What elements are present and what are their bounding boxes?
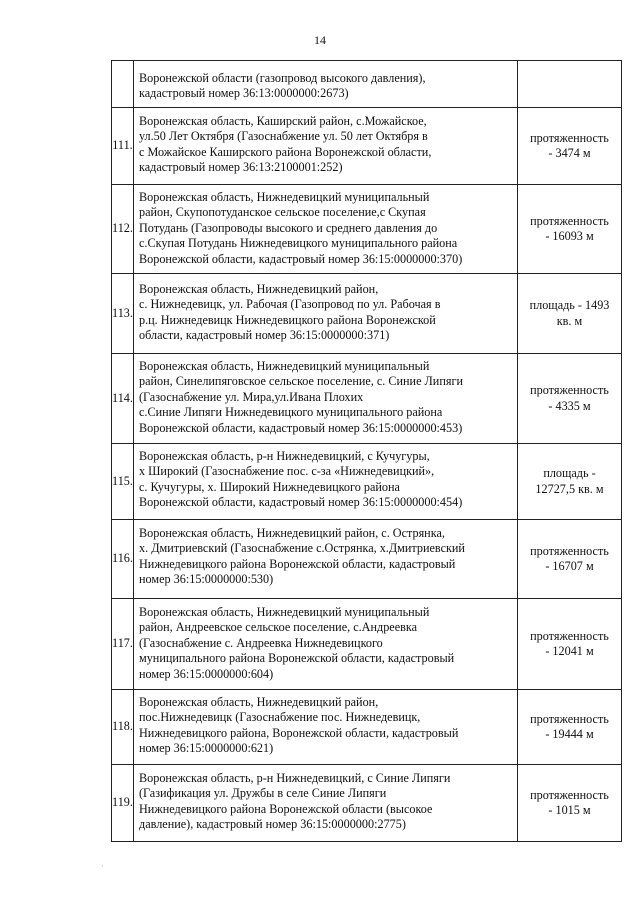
description-text: Воронежская область, Нижнедевицкий муниципальный район, Синелипяговское сельское поселение, с. Синие Липяги (Газоснабжение ул. Мира,ул.Ивана Плохих с.Синие Липяги Нижнедевицкого муниципального района Воронежской области, кадастровый номер 36:15:0000000:453) xyxy=(139,359,463,435)
object-size: площадь - 12727,5 кв. м xyxy=(518,444,622,520)
row-number: 115. xyxy=(112,444,134,520)
property-table xyxy=(111,60,622,842)
description-text: Воронежская область, Нижнедевицкий муниципальный район, Андреевское сельское поселение, с.Андреевка (Газоснабжение с. Андреевка Нижнедевицкого муниципального района Воронежской области, кадастровый номер 36:15:0000000:604) xyxy=(139,605,455,681)
scan-mark: · xyxy=(101,862,104,871)
object-size: протяженность - 12041 м xyxy=(518,599,622,690)
table-row xyxy=(112,690,622,765)
object-description xyxy=(134,520,518,599)
table-row xyxy=(112,185,622,274)
object-size: протяженность - 16707 м xyxy=(518,520,622,599)
table-row xyxy=(112,765,622,842)
row-number: 114. xyxy=(112,354,134,444)
row-number: 112. xyxy=(112,185,134,274)
object-size: протяженность - 19444 м xyxy=(518,690,622,765)
row-number: 116. xyxy=(112,520,134,599)
table-row xyxy=(112,599,622,690)
object-description xyxy=(134,599,518,690)
row-number xyxy=(112,61,134,108)
description-text: Воронежская область, Каширский район, с.Можайское, ул.50 Лет Октября (Газоснабжение ул. 50 лет Октября в с Можайское Каширского района Воронежской области, кадастровый номер 36:13:2100001:252) xyxy=(139,114,432,175)
description-text: Воронежская область, р-н Нижнедевицкий, с Кучугуры, х Широкий (Газоснабжение пос. с-за «Нижнедевицкий», с. Кучугуры, х. Широкий Нижнедевицкого района Воронежской области, кадастровый номер 36:15:0000000:454) xyxy=(139,449,463,510)
table-row xyxy=(112,520,622,599)
object-description xyxy=(134,61,518,108)
table-row xyxy=(112,108,622,185)
object-description xyxy=(134,690,518,765)
object-description xyxy=(134,444,518,520)
object-size: протяженность - 4335 м xyxy=(518,354,622,444)
table-row xyxy=(112,354,622,444)
object-size: протяженность - 1015 м xyxy=(518,765,622,842)
page-number: 14 xyxy=(314,33,326,47)
row-number: 119. xyxy=(112,765,134,842)
description-text: Воронежская область, Нижнедевицкий район, с. Нижнедевицк, ул. Рабочая (Газопровод по ул. Рабочая в р.ц. Нижнедевицк Нижнедевицкого района Воронежской области, кадастровый номер 36:15:0000000:371) xyxy=(139,282,441,343)
object-description xyxy=(134,108,518,185)
object-description xyxy=(134,765,518,842)
description-text: Воронежская область, Нижнедевицкий муниципальный район, Скупопотуданское сельское поселение,с Скупая Потудань (Газопроводы высокого и среднего давления до с.Скупая Потудань Нижнедевицкого муниципального района Воронежской области, кадастровый номер 36:15:0000000:370) xyxy=(139,190,463,266)
row-number: 118. xyxy=(112,690,134,765)
table-row xyxy=(112,444,622,520)
object-size: протяженность - 16093 м xyxy=(518,185,622,274)
table-row xyxy=(112,61,622,108)
row-number: 111. xyxy=(112,108,134,185)
description-text: Воронежской области (газопровод высокого давления), кадастровый номер 36:13:0000000:2673) xyxy=(139,71,426,101)
object-size: площадь - 1493 кв. м xyxy=(518,274,622,354)
row-number: 113. xyxy=(112,274,134,354)
object-description xyxy=(134,354,518,444)
object-description xyxy=(134,185,518,274)
description-text: Воронежская область, Нижнедевицкий район, пос.Нижнедевицк (Газоснабжение пос. Нижнедевицк, Нижнедевицкого района, Воронежской области, кадастровый номер 36:15:0000000:621) xyxy=(139,695,459,756)
description-text: Воронежская область, Нижнедевицкий район, с. Острянка, х. Дмитриевский (Газоснабжение с.Острянка, х.Дмитриевский Нижнедевицкого района Воронежской области, кадастровый номер 36:15:0000000:530) xyxy=(139,526,465,587)
description-text: Воронежская область, р-н Нижнедевицкий, с Синие Липяги (Газификация ул. Дружбы в селе Синие Липяги Нижнедевицкого района Воронежской области (высокое давление), кадастровый номер 36:15:0000000:2775) xyxy=(139,771,451,832)
row-number: 117. xyxy=(112,599,134,690)
object-size: протяженность - 3474 м xyxy=(518,108,622,185)
object-size xyxy=(518,61,622,108)
object-description xyxy=(134,274,518,354)
table-row xyxy=(112,274,622,354)
